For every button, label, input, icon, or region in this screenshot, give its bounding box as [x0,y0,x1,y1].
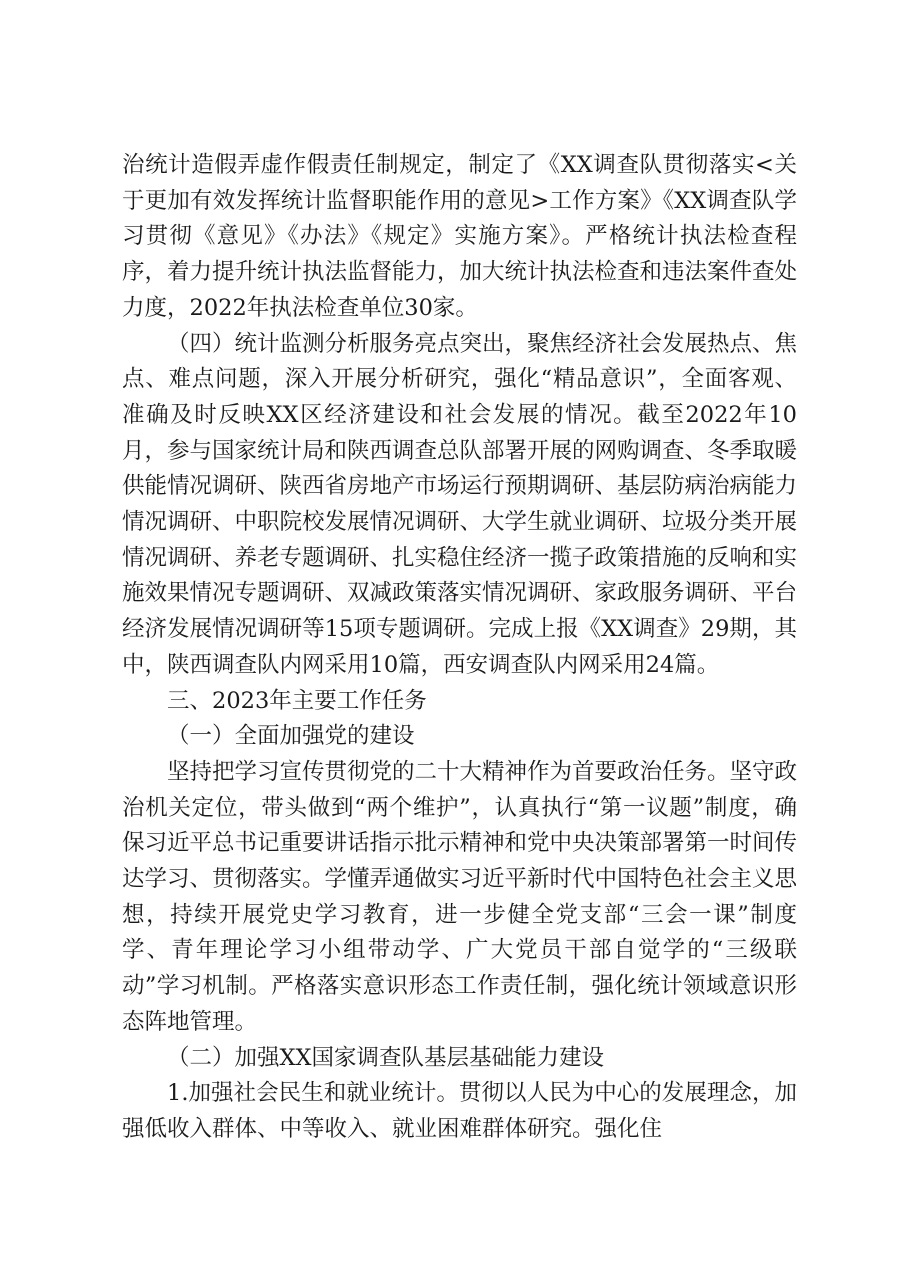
document-body [122,148,797,1148]
section-heading-2023-tasks: 三、2023年主要工作任务 [167,687,427,714]
paragraph-monitoring-analysis: （四）统计监测分析服务亮点突出，聚焦经济社会发展热点、焦点、难点问题，深入开展分析研究，强化“精品意识”，全面客观、准确及时反映XX区经济建设和社会发展的情况。截至2022年10月，参与国家统计局和陕西调查总队部署开展的网购调查、冬季取暖供能情况调研、陕西省房地产市场运行预期调研、基层防病治病能力情况调研、中职院校发展情况调研、大学生就业调研、垃圾分类开展情况调研、养老专题调研、扎实稳住经济一揽子政策措施的反响和实施效果情况专题调研、双减政策落实情况调研、家政服务调研、平台经济发展情况调研等15项专题调研。完成上报《XX调查》29期，其中，陕西调查队内网采用10篇，西安调查队内网采用24篇。 [122,330,798,678]
paragraph-statistical-supervision: 治统计造假弄虚作假责任制规定，制定了《XX调查队贯彻落实<关于更加有效发挥统计监督职能作用的意见>工作方案》《XX调查队学习贯彻《意见》《办法》《规定》实施方案》。严格统计执法检查程序，着力提升统计执法监督能力，加大统计执法检查和违法案件查处力度，2022年执法检查单位30家。 [122,152,798,321]
paragraph-livelihood-employment: 1.加强社会民生和就业统计。贯彻以人民为中心的发展理念，加强低收入群体、中等收入、就业困难群体研究。强化住 [122,1080,797,1142]
subsection-heading-grassroots-capacity: （二）加强XX国家调查队基层基础能力建设 [167,1044,605,1071]
paragraph-party-building: 坚持把学习宣传贯彻党的二十大精神作为首要政治任务。坚守政治机关定位，带头做到“两个维护”，认真执行“第一议题”制度，确保习近平总书记重要讲话指示批示精神和党中央决策部署第一时间传达学习、贯彻落实。学懂弄通做实习近平新时代中国特色社会主义思想，持续开展党史学习教育，进一步健全党支部“三会一课”制度学、青年理论学习小组带动学、广大党员干部自觉学的“三级联动”学习机制。严格落实意识形态工作责任制，强化统计领域意识形态阵地管理。 [122,758,798,1035]
subsection-heading-party-building: （一）全面加强党的建设 [167,723,415,750]
